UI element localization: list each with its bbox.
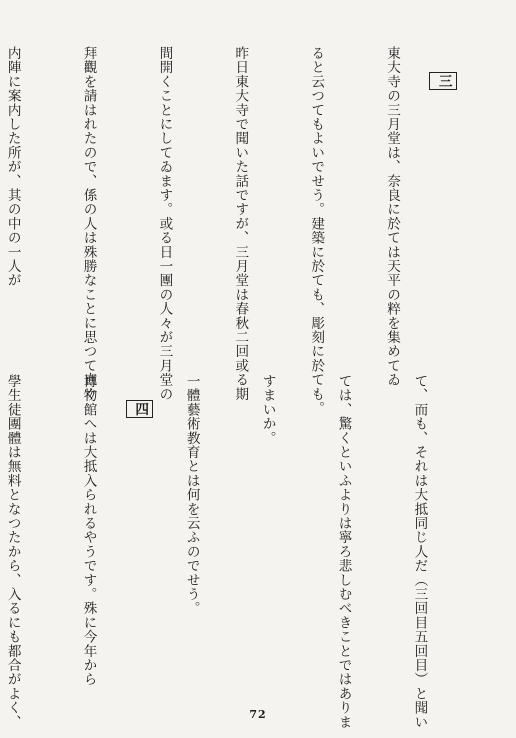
text-line: 博物館へは大抵入られるやうです。殊に今年から bbox=[80, 374, 97, 687]
text-line: ては、驚くといふよりは寧ろ悲しむべきことではありま bbox=[335, 374, 352, 729]
text-line: 内陣に案内した所が、其の中の一人が bbox=[4, 46, 21, 288]
section-marker-four: 四 bbox=[126, 400, 153, 418]
text-line: 一體藝術教育とは何を云ふのでせう。 bbox=[183, 374, 200, 616]
section-marker-three: 三 bbox=[429, 72, 456, 90]
text-line: 間開くことにしてゐます。或る日一團の人々が三月堂の bbox=[156, 46, 173, 401]
text-line: ると云つてもよいでせう。建築に於ても、彫刻に於ても。 bbox=[308, 46, 325, 416]
text-line: すまいか。 bbox=[259, 374, 276, 445]
text-line: 東大寺の三月堂は、奈良に於ては天平の粹を集めてゐ bbox=[384, 46, 401, 387]
text-line: て、而も、それは大抵同じ人だ（三回目五回目）と聞い bbox=[411, 374, 428, 729]
text-line: 拜觀を請はれたので、係の人は殊勝なことに思つて直ぐ bbox=[80, 46, 97, 401]
page-number: 72 bbox=[249, 708, 267, 721]
text-line: 昨日東大寺で聞いた話ですが、三月堂は春秋二回或る期 bbox=[232, 46, 249, 401]
text-line: 學生徒團體は無料となつたから、入るにも都合がよく、 bbox=[4, 374, 21, 729]
